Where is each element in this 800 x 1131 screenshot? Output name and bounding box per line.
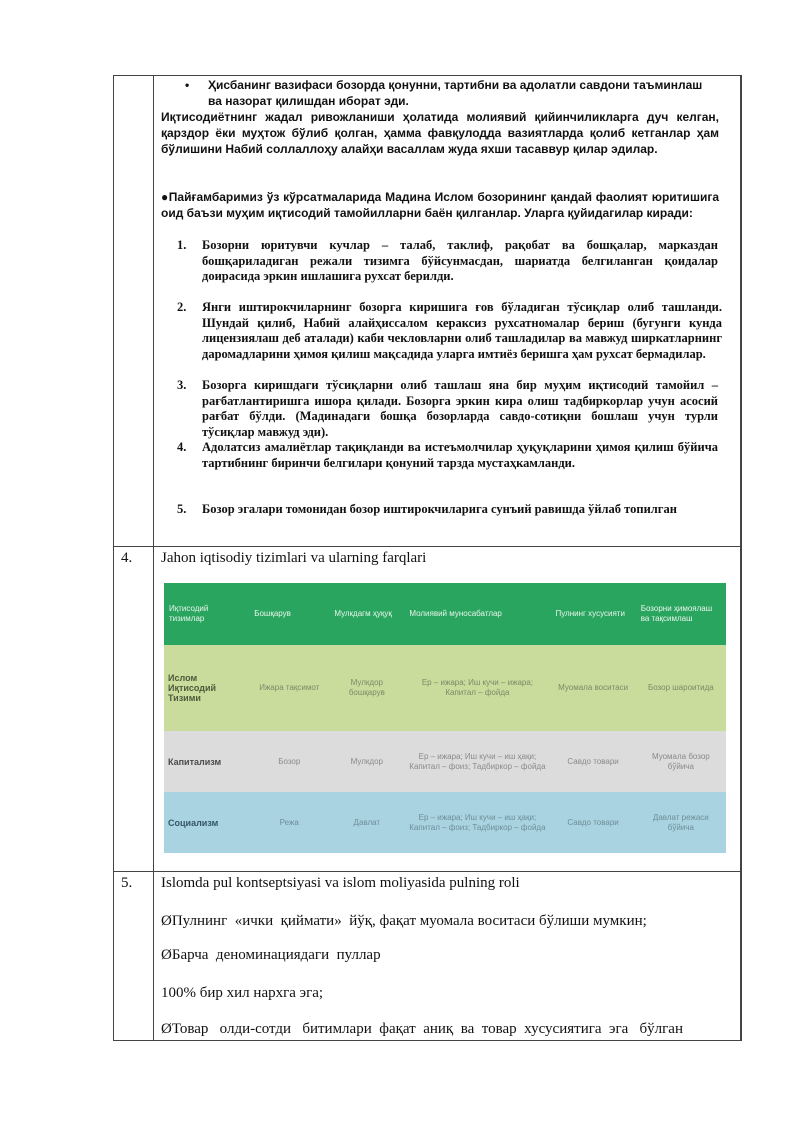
- table-row-label: Социализм: [164, 792, 249, 853]
- item-number: 2.: [177, 300, 187, 314]
- list-item: Бозорга киришдаги тўсиқларни олиб ташлаш яна бир муҳим иқтисодий тамойил – рағбатлантиришга ишора қилади. Бозорга эркин кира олиш тадбиркорлар учун асосий рағбат бўлди. (Мадинадаги бошқа бозорларда савдо-сотиқни бошлаш учун турли тўсиқлар мавжуд эди).: [202, 378, 718, 439]
- table-right-border: [741, 75, 742, 1041]
- table-cell: Бозор: [249, 731, 329, 792]
- money-point-line: ØПулнинг «ички қиймати» йўқ, фақат муомала воситаси бўлиши мумкин;: [161, 913, 647, 929]
- table-row: [164, 645, 726, 731]
- row-title-economic-systems: Jahon iqtisodiy tizimlari va ularning farqlari: [161, 550, 427, 566]
- row-title-money-concept: Islomda pul kontseptsiyasi va islom moliyasida pulning roli: [161, 875, 520, 891]
- column-divider-1: [153, 75, 154, 1041]
- table-cell: Муомала бозор бўйича: [636, 731, 726, 792]
- table-cell: Бозор шароитида: [636, 645, 726, 731]
- table-header-cell: Бошқарув: [249, 583, 329, 645]
- table-cell: Ер – ижара; Иш кучи – иш ҳақи; Капитал – фоиз; Тадбиркор – фойда: [404, 731, 550, 792]
- table-row-label: Ислом Иқтисодий Тизими: [164, 645, 249, 731]
- table-cell: Режа: [249, 792, 329, 853]
- table-top-border: [113, 75, 741, 76]
- money-point-line: ØБарча деноминациядаги пуллар: [161, 947, 381, 963]
- table-header-cell: Молиявий муносабатлар: [404, 583, 550, 645]
- item-number: 4.: [177, 440, 187, 454]
- table-cell: Ер – ижара; Иш кучи – ижара; Капитал – фойда: [404, 645, 550, 731]
- table-header-cell: Бозорни ҳимоялаш ва тақсимлаш: [636, 583, 726, 645]
- table-cell: Савдо товари: [550, 792, 635, 853]
- paragraph-principles: ●Пайғамбаримиз ўз кўрсатмаларида Мадина Ислом бозорининг қандай фаолият юритишига оид баъзи муҳим иқтисодий тамойилларни баён қилганлар. Уларга қуйидагилар киради:: [161, 190, 719, 220]
- table-row: [164, 731, 726, 792]
- table-row: [164, 792, 726, 853]
- bullet-dot: •: [185, 78, 190, 92]
- table-cell: Ижара тақсимот: [249, 645, 329, 731]
- list-item: Бозор эгалари томонидан бозор иштирокчиларига сунъий равишда ўйлаб топилган: [202, 502, 677, 516]
- table-cell: Муомала воситаси: [550, 645, 635, 731]
- money-point-line: 100% бир хил нархга эга;: [161, 985, 324, 1001]
- table-row-label: Капитализм: [164, 731, 249, 792]
- table-cell: Давлат режаси бўйича: [636, 792, 726, 853]
- table-header-cell: Мулкдагм ҳуқуқ: [329, 583, 404, 645]
- table-cell: Мулкдор: [329, 731, 404, 792]
- table-cell: Давлат: [329, 792, 404, 853]
- item-number: 3.: [177, 378, 187, 392]
- row-divider-4: [113, 546, 741, 547]
- table-cell: Савдо товари: [550, 731, 635, 792]
- row-divider-5: [113, 871, 741, 872]
- row-number-5: 5.: [121, 875, 133, 891]
- table-cell: Мулкдор бошқарув: [329, 645, 404, 731]
- economic-systems-table-image: [164, 583, 726, 853]
- table-cell: Ер – ижара; Иш кучи – иш ҳақи; Капитал – фоиз; Тадбиркор – фойда: [404, 792, 550, 853]
- table-bottom-border: [113, 1040, 741, 1041]
- paragraph-economy: Иқтисодиётнинг жадал ривожланиши ҳолатида молиявий қийинчиликларга дуч келган, қарздор ёки муҳтож бўлиб қолган, ҳамма фавқулодда вазиятларда қолиб кетганлар ҳам бўлишини Набий соллаллоҳу алайҳи васаллам жуда яхши тасаввур қилар эдилар.: [161, 110, 719, 156]
- table-header-cell: Иқтисодий тизимлар: [164, 583, 249, 645]
- item-number: 1.: [177, 238, 187, 252]
- list-item: Бозорни юритувчи кучлар – талаб, таклиф, рақобат ва бошқалар, марказдан бошқариладиган режали тизимга бўйсунмасдан, шариатда белгиланган қоидалар доирасида эркин ишлашига рухсат берилди.: [202, 238, 718, 283]
- list-item: Янги иштирокчиларнинг бозорга киришига ғов бўладиган тўсиқлар олиб ташланди. Шундай қилиб, Набий алайҳиссалом кераксиз рухсатномалар бериш (бугунги кунда лицензиялаш деб аталади) каби чекловларни олиб ташладилар ва мавжуд ширкатларнинг даромадларини ҳимоя қилиш мақсадида уларга имтиёз беришга ҳам рухсат бермадилар.: [202, 300, 722, 361]
- item-number: 5.: [177, 502, 187, 516]
- table-left-border: [113, 75, 114, 1041]
- row-number-4: 4.: [121, 550, 133, 566]
- money-point-line: ØТовар олди-сотди битимлари фақат аниқ ва товар хусусиятига эга бўлган: [161, 1021, 683, 1037]
- list-item: Адолатсиз амалиётлар тақиқланди ва истеъмолчилар ҳуқуқларини ҳимоя қилиш бўйича тартибнинг биринчи белгилари қонуний тарзда мустаҳкамланди.: [202, 440, 718, 470]
- bullet-text-hisba: Ҳисбанинг вазифаси бозорда қонунни, тартибни ва адолатли савдони таъминлаш ва назорат қилишдан иборат эди.: [208, 78, 703, 108]
- table-header-cell: Пулнинг хусусияти: [550, 583, 635, 645]
